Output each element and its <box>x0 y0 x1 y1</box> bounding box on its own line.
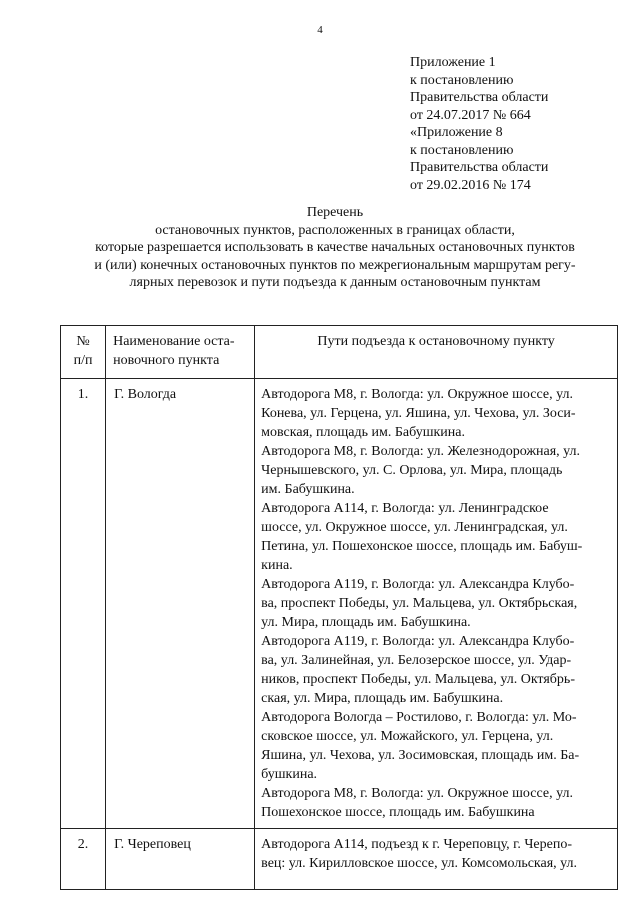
header-stop-name-line: Наименование оста- <box>113 334 235 349</box>
row-number: 1. <box>77 387 89 402</box>
route-line: Автодорога М8, г. Вологда: ул. Окружное шоссе, ул. <box>261 387 573 402</box>
route-line: Автодорога М8, г. Вологда: ул. Окружное шоссе, ул. <box>261 786 573 801</box>
route-line: ул. Мира, площадь им. Бабушкина. <box>261 615 471 630</box>
title-heading: Перечень <box>306 205 364 220</box>
route-cell <box>255 829 618 890</box>
appendix-line: от 29.02.2016 № 174 <box>410 177 531 193</box>
appendix-line: от 24.07.2017 № 664 <box>410 107 531 123</box>
header-number-line: п/п <box>73 353 93 368</box>
appendix-line: Правительства области <box>410 160 549 175</box>
appendix-line: «Приложение 8 <box>410 125 503 140</box>
stops-table <box>60 325 618 890</box>
route-line: ников, проспект Победы, ул. Мальцева, ул. Октябрь- <box>261 672 575 687</box>
table-row <box>61 379 618 829</box>
table-row <box>61 829 618 890</box>
appendix-line: к постановлению <box>410 72 514 88</box>
route-line: Конева, ул. Герцена, ул. Яшина, ул. Чехова, ул. Зоси- <box>261 406 576 421</box>
title-line: которые разрешается использовать в качестве начальных остановочных пунктов <box>95 240 575 255</box>
route-line: ва, проспект Победы, ул. Мальцева, ул. Октябрьская, <box>261 596 578 611</box>
route-line: шоссе, ул. Окружное шоссе, ул. Ленинградская, ул. <box>261 520 568 535</box>
route-line: Автодорога А119, г. Вологда: ул. Александра Клубо- <box>261 577 575 592</box>
route-line: Петина, ул. Пошехонское шоссе, площадь им. Бабуш- <box>261 539 583 554</box>
route-line: Автодорога А114, г. Вологда: ул. Ленинградское <box>261 501 549 516</box>
route-line: Автодорога М8, г. Вологда: ул. Железнодорожная, ул. <box>261 444 581 459</box>
header-number-line: № <box>76 334 90 349</box>
route-line: бушкина. <box>261 767 318 782</box>
route-line: Яшина, ул. Чехова, ул. Зосимовская, площадь им. Ба- <box>261 748 580 763</box>
row-number: 2. <box>77 837 89 852</box>
header-number <box>61 326 106 379</box>
row-number-cell <box>61 829 106 890</box>
header-stop-name <box>106 326 255 379</box>
route-line: мовская, площадь им. Бабушкина. <box>261 425 465 440</box>
appendix-line: Правительства области <box>410 90 549 105</box>
title-line: остановочных пунктов, расположенных в границах области, <box>155 222 515 238</box>
page-number: 4 <box>317 24 323 36</box>
appendix-block <box>410 54 620 194</box>
route-line: Автодорога А114, подъезд к г. Череповцу, г. Черепо- <box>261 837 573 852</box>
route-line: ская, ул. Мира, площадь им. Бабушкина. <box>261 691 504 706</box>
row-number-cell <box>61 379 106 829</box>
route-line: вец: ул. Кирилловское шоссе, ул. Комсомольская, ул. <box>261 856 578 871</box>
stop-name: Г. Вологда <box>114 387 177 402</box>
table-header-row <box>61 326 618 379</box>
route-cell <box>255 379 618 829</box>
title-line: и (или) конечных остановочных пунктов по межрегиональным маршрутам регу- <box>94 257 576 273</box>
header-stop-name-line: новочного пункта <box>113 353 220 368</box>
title-line: лярных перевозок и пути подъезда к данным остановочным пунктам <box>129 275 541 290</box>
stop-name-cell <box>106 829 255 890</box>
header-route-text: Пути подъезда к остановочному пункту <box>317 334 555 349</box>
route-line: сковское шоссе, ул. Можайского, ул. Герцена, ул. <box>261 729 554 744</box>
route-line: им. Бабушкина. <box>261 482 355 497</box>
route-line: ва, ул. Залинейная, ул. Белозерское шоссе, ул. Удар- <box>261 653 572 668</box>
stop-name-cell <box>106 379 255 829</box>
route-line: Чернышевского, ул. С. Орлова, ул. Мира, площадь <box>261 463 563 478</box>
route-line: Пошехонское шоссе, площадь им. Бабушкина <box>261 805 535 820</box>
header-route <box>255 326 618 379</box>
route-line: Автодорога Вологда – Ростилово, г. Вологда: ул. Мо- <box>261 710 577 725</box>
stop-name: Г. Череповец <box>114 837 191 852</box>
route-line: кина. <box>261 558 293 573</box>
appendix-line: к постановлению <box>410 142 514 158</box>
route-line: Автодорога А119, г. Вологда: ул. Александра Клубо- <box>261 634 575 649</box>
appendix-line: Приложение 1 <box>410 55 496 70</box>
document-title <box>40 204 630 292</box>
